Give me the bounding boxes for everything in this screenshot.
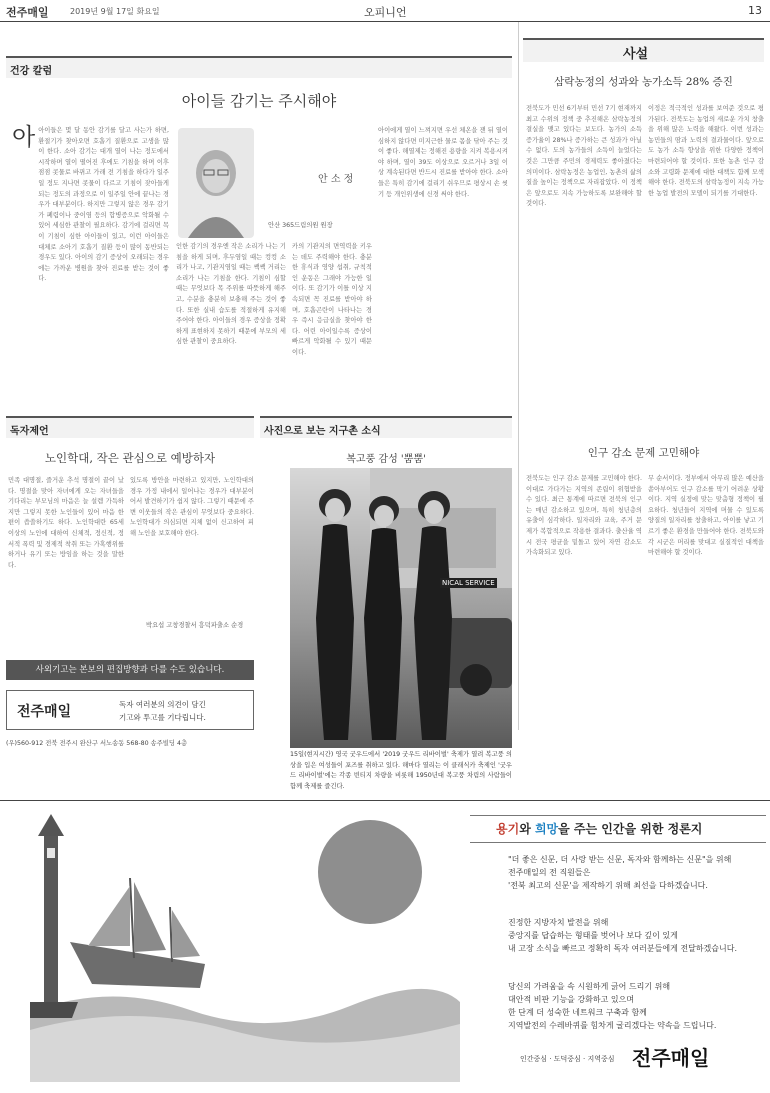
global-photo [290, 468, 512, 748]
slogan-paragraph-3 [508, 980, 716, 1032]
global-title: 복고풍 감성 '뿜뿜' [346, 454, 426, 465]
slogan-tagline: 인간중심 · 도덕중심 · 지역중심 [520, 1055, 615, 1063]
issue-date: 2019년 9월 17일 화요일 [70, 7, 160, 16]
page-number: 13 [748, 4, 762, 17]
divider [470, 842, 766, 843]
column-body-3: 카의 기관지의 면역력을 키우는 데도 주력해야 한다. 충분한 휴식과 영양 섭취, 규칙적인 운동은 그래야 가능한 일이다. 또 감기가 이틀 이상 지속되면 꼭 진료를 받아야 하며, 호흡곤란이 나타나는 경우 즉시 응급실을 찾아야 한다. 어린 아이일수록 증상이 빠르게 악화될 수 있기 때문이다. [292, 243, 372, 356]
slogan-logo: 전주매일 [632, 1046, 710, 1070]
column-body-2: 인한 감기의 경우엔 작은 소리가 나는 기침을 하게 되며, 후두염일 때는 컹컹 소리가 나고, 기관지염일 때는 쌕쌕 거리는 소리가 나는 기침을 한다. 기침이 심할 때는 무엇보다 목 주위를 따뜻하게 해주고, 수분을 충분히 보충해 주는 것이 좋다. 또한 실내 습도를 적절하게 유지해 주어야 한다. 아이들의 경우 증상을 정확하게 표현하지 못하기 때문에 부모의 세심한 관찰이 중요하다. [176, 243, 286, 346]
column-text-1 [6, 123, 169, 356]
contribution-ad [6, 690, 254, 730]
global-tag-bar [260, 418, 512, 438]
population-body-1: 전북도는 인구 감소 문제를 고민해야 한다. 이대로 가다가는 지역의 존립이 위협받을 수 있다. 최근 통계에 따르면 전북의 인구는 매년 감소하고 있으며, 특히 청년층의 유출이 심각하다. 일자리와 교육, 주거 문제가 복합적으로 작용한 결과다. 출산율 역시 전국 평균을 밑돌고 있어 자연 감소도 가속화되고 있다. [526, 475, 642, 557]
reader-tag: 독자제언 [10, 426, 49, 437]
slogan-line: 전주매일의 전 직원들은 [508, 868, 591, 877]
divider [470, 815, 766, 816]
slogan-and: 와 [519, 822, 535, 836]
section-name: 오피니언 [364, 6, 407, 19]
editorial-body-1: 전북도가 민선 6기부터 민선 7기 현재까지 최고 수위의 정책 중 추진해온 삼락농정의 결실을 맺고 있다는 보도다. 농가의 소득 증가율이 28%나 증가하는 큰 성과가 아닐 수 없다. 도의 농가들의 소득이 늘었다는 것은 그만큼 주민의 경제력도 좋아졌다는 의미이다. 삼락농정은 농업인, 농촌의 삶의 질을 높이는 정책으로 자리잡았다. 이 정책은 앞으로도 지속 가능하도록 보완해야 할 것이다. [526, 105, 642, 208]
slogan-line: "더 좋은 신문, 더 사랑 받는 신문, 독자와 함께하는 신문"을 위해 [508, 855, 732, 864]
column-affiliation: 안산 365드림의원 원장 [268, 222, 333, 229]
ad-line-2: 기고와 투고를 기다립니다. [119, 713, 206, 722]
editorial-title: 삼락농정의 성과와 농가소득 28% 증진 [554, 76, 733, 88]
reader-byline: 박요섭 고창경찰서 흥덕파출소 순경 [146, 622, 244, 629]
population-body-2: 무 순서이다. 정부에서 아무리 많은 예산을 쏟아부어도 인구 감소를 막기 어려운 상황이다. 지역 실정에 맞는 맞춤형 정책이 필요하다. 청년들이 지역에 머물 수 있도록 양질의 일자리를 창출하고, 아이를 낳고 기르기 좋은 환경을 만들어야 한다. 전북도와 각 시군은 머리를 맞대고 실질적인 대책을 마련해야 할 것이다. [648, 475, 764, 557]
column-author: 안 소 정 [318, 174, 354, 185]
column-tag: 건강 칼럼 [10, 66, 53, 77]
ad-contact: (우)560-912 전북 전주시 완산구 서노송동 568-80 송주빌딩 4층 [6, 740, 188, 747]
drop-cap: 아 [12, 123, 36, 151]
author-photo [178, 128, 254, 238]
reader-body-2: 있도록 방안을 마련하고 있지만, 노인학대의 경우 가정 내에서 일어나는 경우가 대부분이어서 발견하기가 쉽지 않다. 그렇기 때문에 주변 이웃들의 작은 관심이 무엇보다 중요하다. 노인학대가 의심되면 지체 없이 신고하여 피해 노인을 보호해야 한다. [130, 477, 254, 537]
population-title: 인구 감소 문제 고민해야 [587, 447, 700, 459]
column-tag-bar [6, 58, 512, 78]
column-body-1: 아이들은 몇 달 동안 감기를 달고 사는가 하면, 환절기가 찾아오면 호흡기 질환으로 고생을 많이 한다. 소아 감기는 대개 열이 나는 정도에서 시작하며 열이 떨어진 후에도 기침을 하며 이후 점점 콧물로 바뀌고 가래 전 기침을 하다가 일주일 정도 지나면 콧물이 다르고 기침이 잦아들게 되는 정도의 과정으로 이 일주일 안에 끝나는 경우가 대부분이다. 하지만 그렇지 않은 경우 감기가 폐렴이나 중이염 등의 합병증으로 악화될 수 있어 세심한 관찰이 필요하다. 감기에 걸리면 목이 기침이 심한 아이들이 있고, 이런 아이들은 대체로 소아기 호흡기 질환 등이 많이 동반되는 경우도 있다. 아이의 감기 증상이 오래되는 경우에는 가까운 병원을 찾아 진료를 받는 것이 좋다. [38, 127, 169, 283]
reader-body-1: 민족 대명절, 즐거운 추석 명절이 끝이 났다. 명절을 맞아 자녀에게 오는 자녀들을 기다리는 부모님의 마음은 늘 설렘 가득하지만 그렇지 못한 노인들이 있어 마음 한 편이 씁쓸하기도 하다. 노인학대란 65세 이상의 노인에 대하여 신체적, 정신적, 정서적 폭력 및 경제적 착취 또는 가혹행위를 하거나 유기 또는 방임을 하는 것을 말한다. [8, 477, 124, 569]
column-divider [518, 22, 519, 730]
ad-logo: 전주매일 [17, 704, 72, 720]
global-caption: 15일(현지시간) 영국 굿우드에서 '2019 굿우드 리바이벌' 축제가 열려 복고풍 의상을 입은 여성들이 포즈를 취하고 있다. 해마다 열리는 이 클래식카 축제인 '굿우드 리바이벌'에는 각종 빈티지 차량을 비롯해 1950년대 복고풍 차림의 사람들이 함께 축제를 즐긴다. [290, 751, 512, 790]
column-title: 아이들 감기는 주시해야 [181, 92, 337, 110]
slogan-line: 지역발전의 수레바퀴를 힘차게 굴리겠다는 약속을 드립니다. [508, 1021, 717, 1030]
divider [0, 800, 770, 801]
slogan-line: 한 단계 더 성숙한 네트워크 구축과 함께 [508, 1008, 647, 1017]
ship-illustration [30, 812, 460, 1082]
paper-name: 전주매일 [6, 6, 49, 19]
slogan-paragraph-1 [508, 853, 731, 892]
editorial-tag: 사설 [623, 47, 649, 62]
slogan-line: 대안적 비판 기능을 강화하고 있으며 [508, 995, 635, 1004]
editorial-body-2: 이정은 적극적인 성과를 보여준 것으로 평가된다. 전북도는 농업의 새로운 가치 창출을 위해 많은 노력을 해왔다. 이번 성과는 농민들의 땀과 노력의 결과물이다. 앞으로도 농가 소득 향상을 위한 다양한 정책이 마련되어야 할 것이다. 또한 농촌 인구 감소와 고령화 문제에 대한 대책도 함께 모색해야 한다. 전북도의 삼락농정이 지속 가능한 농업 발전의 모델이 되기를 기대한다. [648, 105, 764, 197]
slogan-paragraph-2 [508, 916, 737, 955]
slogan-line: 진정한 지방자치 발전을 위해 [508, 918, 609, 927]
photo-sign: NICAL SERVICE [442, 579, 495, 587]
slogan-line: 내 고장 소식을 빠르고 정확히 독자 여러분들에게 전달하겠습니다. [508, 944, 737, 953]
slogan-rest: 을 주는 인간을 위한 정론지 [558, 822, 703, 836]
global-tag: 사진으로 보는 지구촌 소식 [264, 426, 381, 437]
slogan-hope: 희망 [534, 822, 559, 836]
slogan-line: 당신의 가려움을 속 시원하게 긁어 드리기 위해 [508, 982, 671, 991]
slogan-title [496, 820, 702, 837]
reader-title: 노인학대, 작은 관심으로 예방하자 [44, 451, 216, 465]
column-body-4: 아이에게 열이 느껴지면 우선 체온을 잰 뒤 열이 심하지 않다면 미지근한 물로 몸을 닦아 주는 것이 좋다. 해열제는 정해진 용량을 지켜 복용시켜야 하며, 열이 39도 이상으로 오르거나 3일 이상 계속된다면 반드시 진료를 받아야 한다. 소아들은 특히 감기에 걸리기 쉬우므로 평상시 손 씻기 등 개인위생에 신경 써야 한다. [378, 127, 508, 198]
page-header [0, 0, 770, 22]
contribution-notice: 사외기고는 본보의 편집방향과 다를 수도 있습니다. [6, 660, 254, 680]
editorial-tag-bar [523, 40, 764, 62]
slogan-line: 중앙지를 답습하는 형태를 벗어나 보다 깊이 있게 [508, 931, 678, 940]
reader-tag-bar [6, 418, 254, 438]
slogan-courage: 용기 [496, 822, 520, 836]
ad-line-1: 독자 여러분의 의견이 담긴 [119, 700, 206, 709]
slogan-line: '전북 최고의 신문'을 제작하기 위해 최선을 다하겠습니다. [508, 881, 708, 890]
